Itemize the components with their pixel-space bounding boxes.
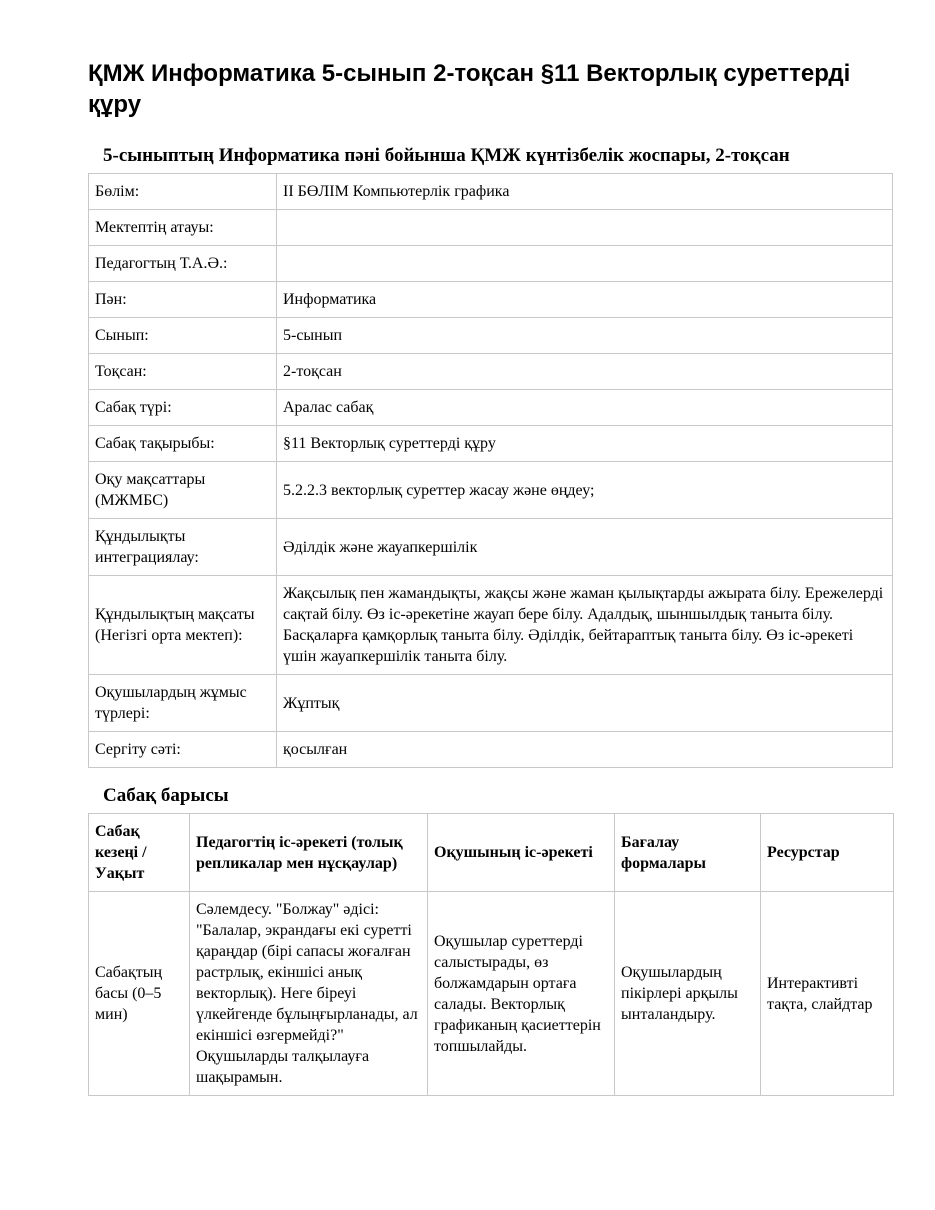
info-row <box>89 174 893 210</box>
lesson-cell: Интерактивті тақта, слайдтар <box>761 892 894 1096</box>
info-row <box>89 732 893 768</box>
info-row <box>89 426 893 462</box>
info-label: Құндылықтың мақсаты (Негізгі орта мектеп): <box>89 576 277 675</box>
lesson-cell: Сәлемдесу. "Болжау" әдісі: "Балалар, экрандағы екі суретті қараңдар (бірі сапасы жоғалған растрлық, екіншісі анық векторлық). Неге біреуі үлкейгенде бұлыңғырланады, ал екіншісі өзгермейді?" Оқушыларды талқылауға шақырамын. <box>190 892 428 1096</box>
info-label: Сабақ тақырыбы: <box>89 426 277 462</box>
lesson-header-cell: Педагогтің іс-әрекеті (толық репликалар мен нұсқаулар) <box>190 814 428 892</box>
lesson-header-cell: Сабақ кезеңі / Уақыт <box>89 814 190 892</box>
info-value: Жұптық <box>277 675 893 732</box>
info-label: Оқу мақсаттары (МЖМБС) <box>89 462 277 519</box>
lesson-header-cell: Ресурстар <box>761 814 894 892</box>
info-row <box>89 318 893 354</box>
info-value <box>277 210 893 246</box>
lesson-cell: Оқушылардың пікірлері арқылы ынталандыру. <box>615 892 761 1096</box>
lesson-heading: Сабақ барысы <box>103 785 229 806</box>
info-row <box>89 576 893 675</box>
info-label: Оқушылардың жұмыс түрлері: <box>89 675 277 732</box>
info-label: Тоқсан: <box>89 354 277 390</box>
info-row <box>89 675 893 732</box>
info-row <box>89 354 893 390</box>
info-value: 5.2.2.3 векторлық суреттер жасау және өңдеу; <box>277 462 893 519</box>
info-label: Педагогтың Т.А.Ә.: <box>89 246 277 282</box>
info-value <box>277 246 893 282</box>
info-label: Бөлім: <box>89 174 277 210</box>
info-row <box>89 462 893 519</box>
info-label: Сабақ түрі: <box>89 390 277 426</box>
info-row <box>89 246 893 282</box>
info-value: Аралас сабақ <box>277 390 893 426</box>
info-label: Құндылықты интеграциялау: <box>89 519 277 576</box>
lesson-header-row <box>89 814 894 892</box>
info-table <box>88 173 893 768</box>
info-label: Пән: <box>89 282 277 318</box>
info-label: Сынып: <box>89 318 277 354</box>
info-label: Сергіту сәті: <box>89 732 277 768</box>
info-row <box>89 210 893 246</box>
lesson-header-cell: Оқушының іс-әрекеті <box>428 814 615 892</box>
info-row <box>89 390 893 426</box>
info-value: Жақсылық пен жамандықты, жақсы және жаман қылықтарды ажырата білу. Ережелерді сақтай білу. Өз іс-әрекетіне жауап бере білу. Адалдық, шыншылдық таныта білу. Басқаларға қамқорлық таныта білу. Әділдік, бейтараптық таныта білу. Өз іс-әрекеті үшін жауапкершілік таныта білу. <box>277 576 893 675</box>
lesson-row <box>89 892 894 1096</box>
lesson-cell: Сабақтың басы (0–5 мин) <box>89 892 190 1096</box>
info-row <box>89 519 893 576</box>
lesson-header-cell: Бағалау формалары <box>615 814 761 892</box>
info-value: Әділдік және жауапкершілік <box>277 519 893 576</box>
plan-subtitle: 5-сыныптың Информатика пәні бойынша ҚМЖ күнтізбелік жоспары, 2-тоқсан <box>103 145 790 166</box>
info-value: 2-тоқсан <box>277 354 893 390</box>
info-label: Мектептің атауы: <box>89 210 277 246</box>
lesson-cell: Оқушылар суреттерді салыстырады, өз болжамдарын ортаға салады. Векторлық графиканың қасиеттерін топшылайды. <box>428 892 615 1096</box>
info-value: Информатика <box>277 282 893 318</box>
document-title: ҚМЖ Информатика 5-сынып 2-тоқсан §11 Векторлық суреттерді құру <box>88 60 851 118</box>
info-value: 5-сынып <box>277 318 893 354</box>
info-row <box>89 282 893 318</box>
info-value: II БӨЛІМ Компьютерлік графика <box>277 174 893 210</box>
document-page <box>88 58 893 1096</box>
info-value: қосылған <box>277 732 893 768</box>
lesson-table <box>88 813 894 1096</box>
info-value: §11 Векторлық суреттерді құру <box>277 426 893 462</box>
